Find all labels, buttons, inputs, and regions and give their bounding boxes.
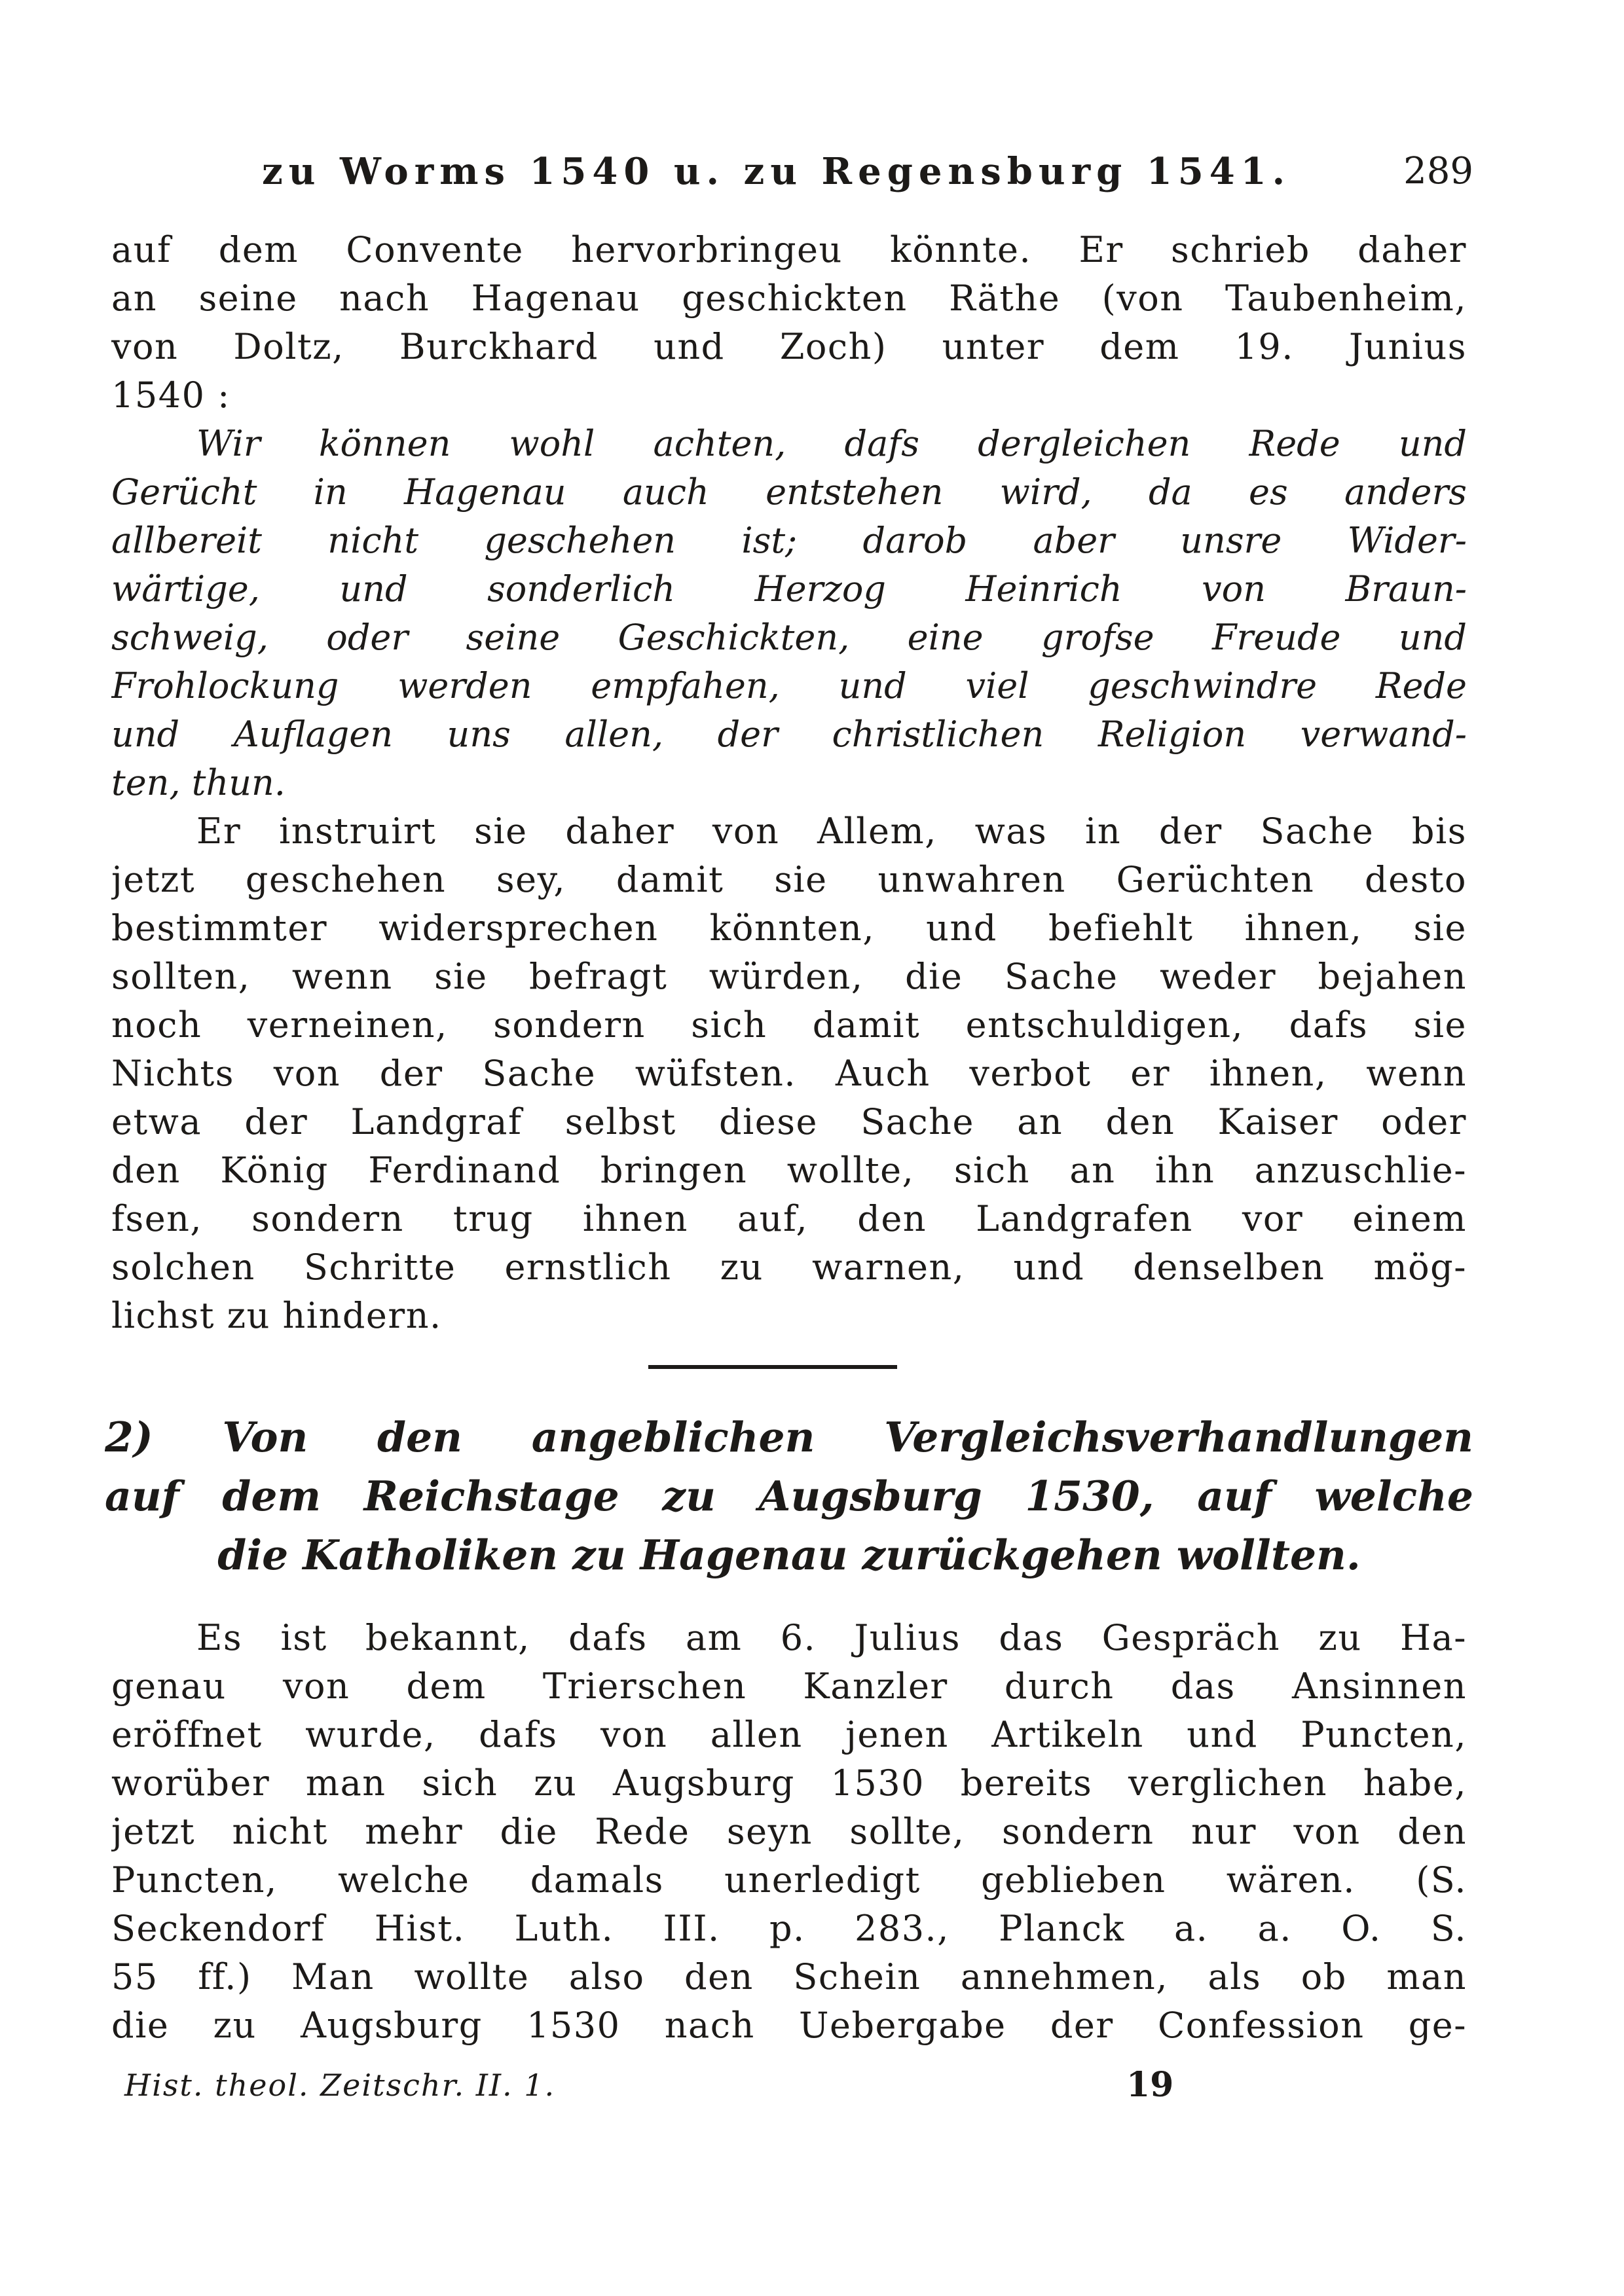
text-line: noch verneinen, sondern sich damit entschuldigen, dafs sie: [111, 1004, 1467, 1046]
text-line: lichst zu hindern.: [111, 1295, 442, 1336]
quote-block: [111, 420, 1467, 807]
page-number: 289: [1403, 150, 1473, 192]
text-line: jetzt geschehen sey, damit sie unwahren Gerüchten desto: [111, 859, 1467, 900]
paragraph-augsburg: [111, 1614, 1467, 2050]
paragraph-instruction: [111, 807, 1467, 1340]
text-line: Nichts von der Sache wüfsten. Auch verbot er ihnen, wenn: [111, 1053, 1467, 1094]
quote-line: schweig, oder seine Geschickten, eine grofse Freude und: [111, 617, 1467, 658]
text-line: die zu Augsburg 1530 nach Uebergabe der Confession ge-: [111, 2005, 1467, 2046]
heading-line: die Katholiken zu Hagenau zurückgehen wollten.: [217, 1531, 1361, 1579]
signature-number: 19: [1126, 2065, 1174, 2105]
text-line: jetzt nicht mehr die Rede seyn sollte, sondern nur von den: [111, 1811, 1467, 1852]
page-header: [255, 145, 1473, 198]
quote-line: und Auflagen uns allen, der christlichen Religion verwand-: [111, 714, 1467, 755]
quote-line: Wir können wohl achten, dafs dergleichen Rede und: [196, 423, 1467, 464]
running-title: zu Worms 1540 u. zu Regensburg 1541.: [262, 150, 1291, 193]
signature-source: Hist. theol. Zeitschr. II. 1.: [124, 2068, 556, 2103]
quote-line: Gerücht in Hagenau auch entstehen wird, da es anders: [111, 471, 1467, 513]
text-line: sollten, wenn sie befragt würden, die Sache weder bejahen: [111, 956, 1467, 997]
text-line: eröffnet wurde, dafs von allen jenen Artikeln und Puncten,: [111, 1714, 1467, 1755]
text-line: Puncten, welche damals unerledigt geblieben wären. (S.: [111, 1859, 1467, 1901]
paragraph-intro: [111, 226, 1467, 420]
text-line: worüber man sich zu Augsburg 1530 bereits verglichen habe,: [111, 1762, 1467, 1804]
text-line: auf dem Convente hervorbringeu könnte. Er schrieb daher: [111, 229, 1467, 270]
text-line: von Doltz, Burckhard und Zoch) unter dem 19. Junius: [111, 326, 1467, 367]
text-line: etwa der Landgraf selbst diese Sache an den Kaiser oder: [111, 1101, 1467, 1142]
text-line: an seine nach Hagenau geschickten Räthe (von Taubenheim,: [111, 278, 1467, 319]
text-line: fsen, sondern trug ihnen auf, den Landgrafen vor einem: [111, 1198, 1467, 1239]
text-line: 55 ff.) Man wollte also den Schein annehmen, als ob man: [111, 1956, 1467, 1997]
text-line: solchen Schritte ernstlich zu warnen, und denselben mög-: [111, 1247, 1467, 1288]
text-line: den König Ferdinand bringen wollte, sich an ihn anzuschlie-: [111, 1150, 1467, 1191]
quote-line: ten, thun.: [111, 762, 286, 803]
quote-line: allbereit nicht geschehen ist; darob aber unsre Wider-: [111, 520, 1467, 561]
text-line: Es ist bekannt, dafs am 6. Julius das Gespräch zu Ha-: [196, 1617, 1467, 1658]
text-line: Er instruirt sie daher von Allem, was in der Sache bis: [196, 811, 1467, 852]
heading-line: auf dem Reichstage zu Augsburg 1530, auf welche: [105, 1472, 1473, 1520]
section-heading: [105, 1408, 1473, 1584]
text-line: bestimmter widersprechen könnten, und befiehlt ihnen, sie: [111, 907, 1467, 949]
quote-line: wärtige, und sonderlich Herzog Heinrich von Braun-: [111, 568, 1467, 610]
text-line: genau von dem Trierschen Kanzler durch das Ansinnen: [111, 1666, 1467, 1707]
page-footer: [124, 2062, 1211, 2108]
section-divider: [648, 1365, 897, 1369]
heading-line: 2) Von den angeblichen Vergleichsverhandlungen: [105, 1413, 1473, 1461]
quote-line: Frohlockung werden empfahen, und viel geschwindre Rede: [111, 665, 1467, 706]
text-line: Seckendorf Hist. Luth. III. p. 283., Planck a. a. O. S.: [111, 1908, 1467, 1949]
text-line: 1540 :: [111, 374, 231, 416]
